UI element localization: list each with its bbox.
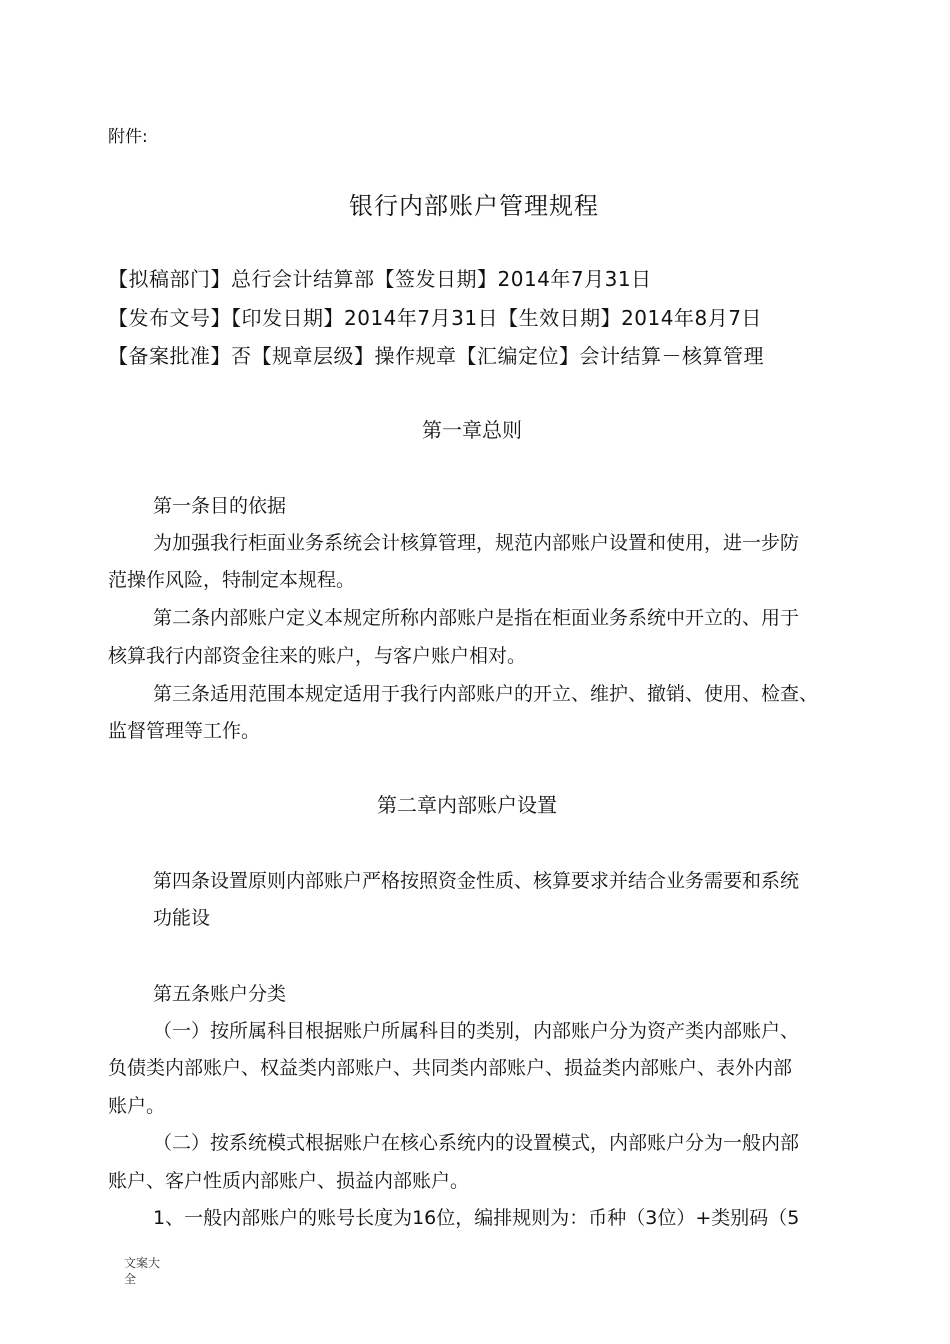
article-4-line-1: 第四条设置原则内部账户严格按照资金性质、核算要求并结合业务需要和系统: [153, 870, 800, 892]
article-3-line-2: 监督管理等工作。: [108, 720, 261, 742]
meta-line-1: 【拟稿部门】总行会计结算部【签发日期】2014年7月31日: [108, 267, 652, 291]
article-1-title: 第一条目的依据: [153, 495, 287, 517]
article-4-line-2: 功能设: [153, 907, 211, 929]
meta-line-3: 【备案批准】否【规章层级】操作规章【汇编定位】会计结算－核算管理: [108, 344, 764, 368]
chapter-1-heading: 第一章总则: [422, 418, 522, 442]
article-2-line-2: 核算我行内部资金往来的账户，与客户账户相对。: [108, 645, 527, 667]
footer-text-line-1: 文案大: [124, 1256, 161, 1270]
annex-label: 附件:: [108, 127, 148, 147]
chapter-2-heading: 第二章内部账户设置: [377, 793, 557, 817]
document-title: 银行内部账户管理规程: [349, 192, 599, 220]
article-1-line-1: 为加强我行柜面业务系统会计核算管理，规范内部账户设置和使用，进一步防: [153, 532, 800, 554]
article-3-line-1: 第三条适用范围本规定适用于我行内部账户的开立、维护、撤销、使用、检查、: [153, 683, 819, 705]
clause-2-line-2: 账户、客户性质内部账户、损益内部账户。: [108, 1170, 470, 1192]
item-1-line-1: 1、一般内部账户的账号长度为16位，编排规则为：币种（3位）+类别码（5: [153, 1207, 800, 1229]
article-2-line-1: 第二条内部账户定义本规定所称内部账户是指在柜面业务系统中开立的、用于: [153, 607, 800, 629]
clause-1-line-3: 账户。: [108, 1095, 166, 1117]
article-1-line-2: 范操作风险，特制定本规程。: [108, 569, 356, 591]
footer-text-line-2: 全: [124, 1272, 137, 1286]
clause-1-line-2: 负债类内部账户、权益类内部账户、共同类内部账户、损益类内部账户、表外内部: [108, 1057, 793, 1079]
article-5-title: 第五条账户分类: [153, 983, 287, 1005]
meta-line-2: 【发布文号】【印发日期】2014年7月31日【生效日期】2014年8月7日: [108, 306, 762, 330]
clause-2-line-1: （二）按系统模式根据账户在核心系统内的设置模式，内部账户分为一般内部: [153, 1132, 800, 1154]
clause-1-line-1: （一）按所属科目根据账户所属科目的类别，内部账户分为资产类内部账户、: [153, 1020, 800, 1042]
